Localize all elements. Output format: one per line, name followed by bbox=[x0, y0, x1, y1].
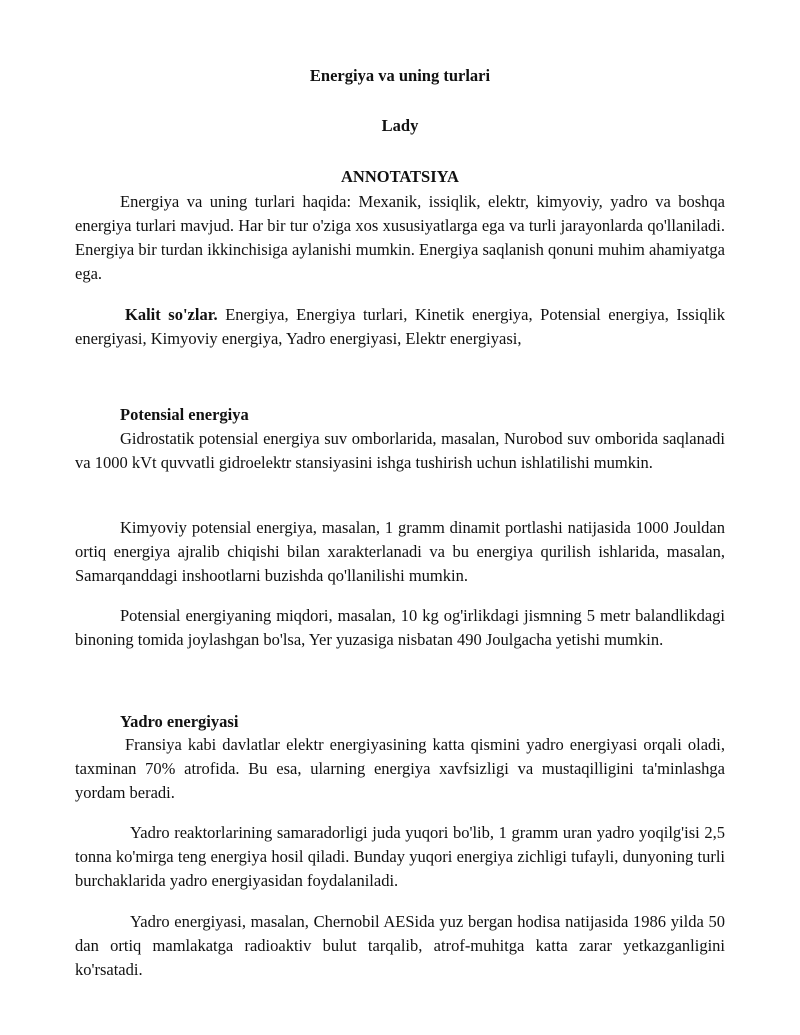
paragraph-text: Gidrostatik potensial energiya suv omborlarida, masalan, Nurobod suv omborida saqlanadi va 1000 kVt quvvatli gidroelektr stansiyasini ishga tushirish uchun ishlatilishi mumkin. bbox=[75, 429, 725, 472]
paragraph bbox=[75, 604, 725, 652]
keywords-paragraph bbox=[75, 303, 725, 351]
paragraph-text: Yadro reaktorlarining samaradorligi juda yuqori bo'lib, 1 gramm uran yadro yoqilg'isi 2,5 tonna ko'mirga teng energiya hosil qiladi. Bunday yuqori energiya zichligi tufayli, dunyoning turli burchaklarida yadro energiyasidan foydalaniladi. bbox=[75, 823, 725, 890]
keywords-label: Kalit so'zlar. bbox=[125, 305, 218, 324]
paragraph-text: Kimyoviy potensial energiya, masalan, 1 gramm dinamit portlashi natijasida 1000 Jouldan ortiq energiya ajralib chiqishi bilan xarakterlanadi va bu energiya qurilish ishlarida, masalan, Samarqanddagi inshootlarni buzishda qo'llanilishi mumkin. bbox=[75, 518, 725, 585]
paragraph-text: Fransiya kabi davlatlar elektr energiyasining katta qismini yadro energiyasi orqali oladi, taxminan 70% atrofida. Bu esa, ularning energiya xavfsizligi va mustaqilligini ta'minlashga yordam beradi. bbox=[75, 735, 725, 802]
paragraph bbox=[75, 427, 725, 475]
annotation-paragraph bbox=[75, 190, 725, 286]
keywords-text: Energiya, Energiya turlari, Kinetik energiya, Potensial energiya, Issiqlik energiyasi, Kimyoviy energiya, Yadro energiyasi, Elektr energiyasi, bbox=[75, 305, 725, 348]
paragraph-text: Yadro energiyasi, masalan, Chernobil AESida yuz bergan hodisa natijasida 1986 yilda 50 dan ortiq mamlakatga radioaktiv bulut tarqalib, atrof-muhitga katta zarar yetkazganligini ko'rsatadi. bbox=[75, 912, 725, 979]
document-author: Lady bbox=[381, 116, 419, 135]
document-title: Energiya va uning turlari bbox=[309, 66, 491, 85]
annotation-heading: ANNOTATSIYA bbox=[341, 167, 459, 186]
paragraph-text: Potensial energiyaning miqdori, masalan, 10 kg og'irlikdagi jismning 5 metr balandlikdagi binoning tomida joylashgan bo'lsa, Yer yuzasiga nisbatan 490 Joulgacha yetishi mumkin. bbox=[75, 606, 725, 649]
section-heading-potensial: Potensial energiya bbox=[120, 405, 249, 424]
annotation-text: Energiya va uning turlari haqida: Mexanik, issiqlik, elektr, kimyoviy, yadro va boshqa energiya turlari mavjud. Har bir tur o'ziga xos xususiyatlarga ega va turli jarayonlarda qo'llaniladi. Energiya bir turdan ikkinchisiga aylanishi mumkin. Energiya saqlanish qonuni muhim ahamiyatga ega. bbox=[75, 192, 725, 283]
paragraph bbox=[75, 516, 725, 588]
paragraph bbox=[75, 821, 725, 893]
paragraph bbox=[75, 910, 725, 982]
section-heading-yadro: Yadro energiyasi bbox=[120, 712, 239, 731]
paragraph bbox=[75, 733, 725, 805]
